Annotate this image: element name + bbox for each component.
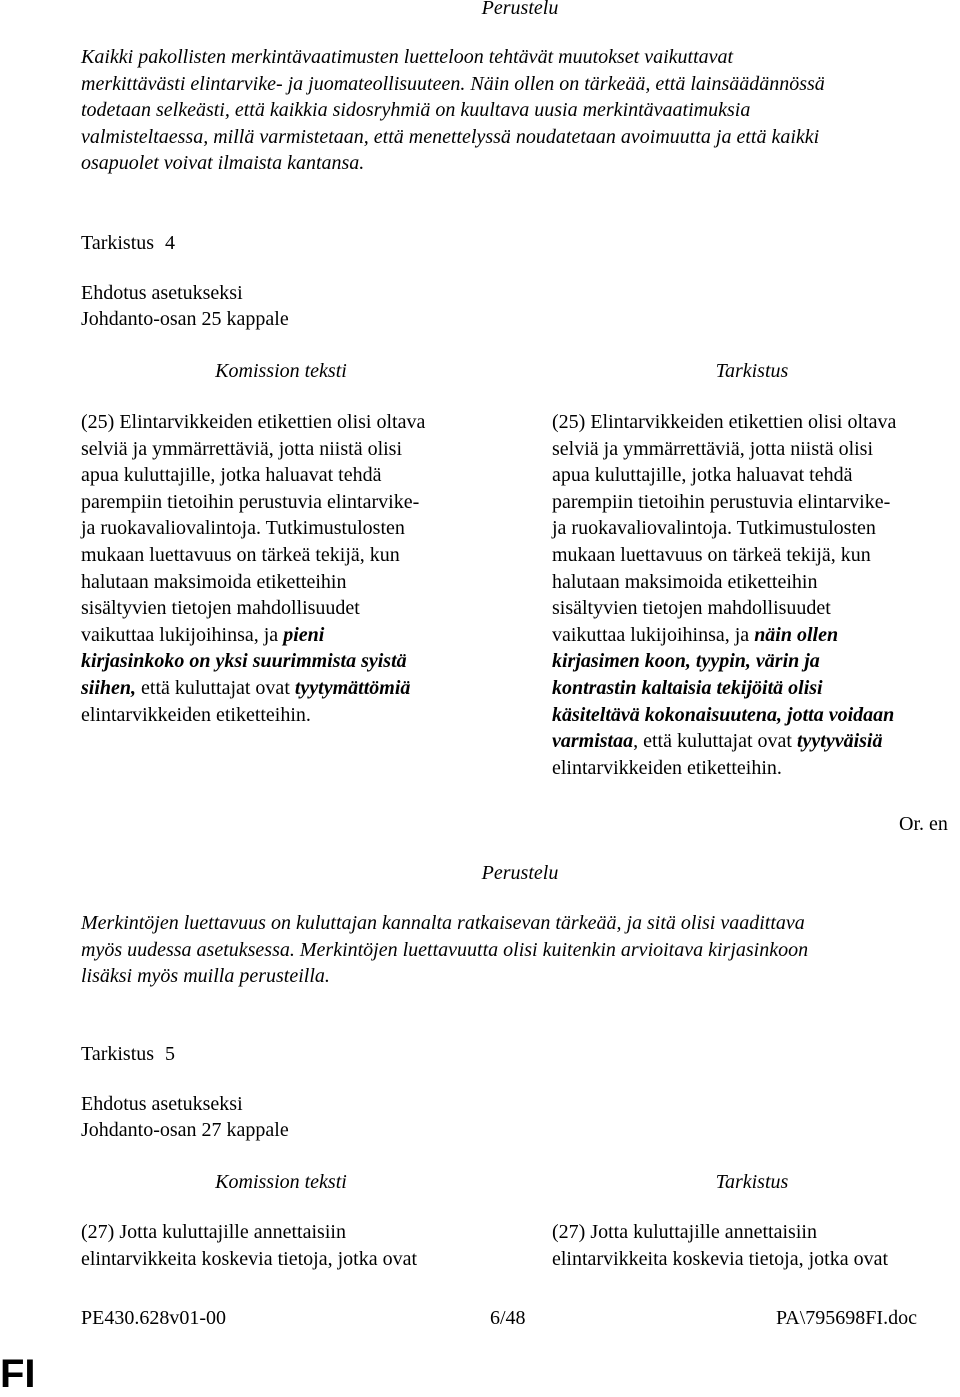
text-segment: elintarvikkeiden etiketteihin.: [81, 703, 311, 726]
text-line: osapuolet voivat ilmaista kantansa.: [81, 152, 365, 175]
footer-file-name: PA\795698FI.doc: [776, 1307, 917, 1329]
text-segment: vaikuttaa lukijoihinsa, ja: [552, 623, 755, 646]
text-line: [81, 436, 425, 463]
text-line: [81, 595, 425, 622]
text-line: [81, 1219, 417, 1246]
text-line: [81, 569, 425, 596]
text-line: myös uudessa asetuksessa. Merkintöjen luettavuutta olisi kuitenkin arvioitava kirjasinkoon: [81, 938, 809, 961]
text-segment: parempiin tietoihin perustuvia elintarvike-: [81, 490, 420, 513]
emphasized-text: pieni: [283, 623, 325, 646]
text-line: [81, 515, 425, 542]
amendment-4-number: 4: [165, 232, 176, 254]
text-line: [81, 702, 425, 729]
text-segment: (25) Elintarvikkeiden etikettien olisi oltava: [552, 411, 897, 433]
text-line: [81, 489, 425, 516]
amendment-4-amendment-text: [552, 409, 896, 781]
footer-doc-ref: PE430.628v01-00: [81, 1307, 226, 1329]
amendment-5-number: 5: [165, 1043, 176, 1065]
text-line: [81, 462, 425, 489]
text-segment: elintarvikkeiden etiketteihin.: [552, 756, 782, 779]
text-line: todetaan selkeästi, että kaikkia sidosryhmiä on kuultava uusia merkintävaatimuksia: [81, 99, 751, 122]
text-line: [81, 648, 425, 675]
text-line: [81, 409, 425, 436]
emphasized-text: kontrastin kaltaisia tekijöitä olisi: [552, 676, 823, 699]
amendment-4-proposal: Ehdotus asetukseksi: [81, 282, 243, 304]
text-line: [552, 1246, 888, 1273]
amendment-4-title-word: Tarkistus: [81, 232, 155, 254]
text-line: [552, 728, 896, 755]
text-segment: elintarvikkeita koskevia tietoja, jotka ovat: [552, 1247, 889, 1270]
text-line: [81, 1246, 417, 1273]
text-line: [552, 702, 896, 729]
text-line: [552, 489, 896, 516]
text-segment: apua kuluttajille, jotka haluavat tehdä: [81, 464, 382, 487]
emphasized-text: siihen,: [81, 676, 137, 699]
emphasized-text: kirjasinkoko on yksi suurimmista syistä: [81, 650, 407, 673]
footer-page-number: 6/48: [490, 1307, 526, 1329]
text-segment: ja ruokavaliovalintoja. Tutkimustulosten: [81, 517, 405, 540]
text-segment: (27) Jotta kuluttajille annettaisiin: [552, 1221, 817, 1243]
emphasized-text: tyytymättömiä: [294, 676, 411, 699]
text-segment: apua kuluttajille, jotka haluavat tehdä: [552, 464, 853, 487]
text-line: [552, 755, 896, 782]
perustelu-paragraph-2: [81, 910, 808, 990]
text-segment: mukaan luettavuus on tärkeä tekijä, kun: [81, 543, 400, 566]
amendment-5-commission-text: [81, 1219, 417, 1272]
text-segment: selviä ja ymmärrettäviä, jotta niistä olisi: [81, 437, 403, 460]
text-line: [552, 595, 896, 622]
text-line: [81, 622, 425, 649]
amendment-5-proposal: Ehdotus asetukseksi: [81, 1093, 243, 1115]
emphasized-text: tyytyväisiä: [796, 730, 883, 753]
text-segment: (27) Jotta kuluttajille annettaisiin: [81, 1221, 346, 1243]
text-segment: , että kuluttajat ovat: [633, 730, 797, 753]
text-segment: sisältyvien tietojen mahdollisuudet: [81, 597, 360, 620]
perustelu-heading-1: Perustelu: [481, 0, 559, 19]
amendment-4-col-head-commission: Komission teksti: [215, 360, 347, 382]
amendment-4-reference: Johdanto-osan 25 kappale: [81, 308, 289, 330]
amendment-5-title-word: Tarkistus: [81, 1043, 155, 1065]
text-line: [552, 648, 896, 675]
language-code: FI: [0, 1352, 36, 1396]
text-line: [552, 409, 896, 436]
text-line: [552, 436, 896, 463]
text-line: Merkintöjen luettavuus on kuluttajan kannalta ratkaisevan tärkeää, ja sitä olisi vaadittava: [81, 912, 805, 934]
amendment-4-commission-text: [81, 409, 425, 728]
text-segment: selviä ja ymmärrettäviä, jotta niistä olisi: [552, 437, 874, 460]
amendment-5-title: [81, 1041, 175, 1067]
amendment-4-col-head-amendment: Tarkistus: [715, 360, 789, 382]
text-line: [552, 515, 896, 542]
text-line: Kaikki pakollisten merkintävaatimusten luetteloon tehtävät muutokset vaikuttavat: [81, 46, 734, 68]
text-line: lisäksi myös muilla perusteilla.: [81, 965, 330, 988]
amendment-5-col-head-amendment: Tarkistus: [715, 1171, 789, 1193]
original-language: Or. en: [899, 813, 948, 835]
text-segment: parempiin tietoihin perustuvia elintarvike-: [552, 490, 891, 513]
text-line: [81, 675, 425, 702]
text-line: [552, 675, 896, 702]
text-segment: (25) Elintarvikkeiden etikettien olisi oltava: [81, 411, 426, 433]
amendment-5-amendment-text: [552, 1219, 888, 1272]
amendment-5-col-head-commission: Komission teksti: [215, 1171, 347, 1193]
emphasized-text: varmistaa: [552, 730, 634, 753]
text-line: [552, 569, 896, 596]
emphasized-text: käsiteltävä kokonaisuutena, jotta voidaan: [552, 703, 895, 726]
text-segment: sisältyvien tietojen mahdollisuudet: [552, 597, 831, 620]
amendment-5-reference: Johdanto-osan 27 kappale: [81, 1119, 289, 1141]
text-segment: vaikuttaa lukijoihinsa, ja: [81, 623, 284, 646]
text-segment: halutaan maksimoida etiketteihin: [552, 570, 818, 593]
emphasized-text: kirjasimen koon, tyypin, värin ja: [552, 650, 820, 673]
perustelu-paragraph-1: [81, 44, 825, 177]
text-line: [552, 542, 896, 569]
text-line: [552, 622, 896, 649]
text-segment: ja ruokavaliovalintoja. Tutkimustulosten: [552, 517, 876, 540]
text-segment: että kuluttajat ovat: [136, 676, 295, 699]
text-line: merkittävästi elintarvike- ja juomateollisuuteen. Näin ollen on tärkeää, että lainsäädännössä: [81, 72, 825, 95]
text-segment: halutaan maksimoida etiketteihin: [81, 570, 347, 593]
emphasized-text: näin ollen: [754, 623, 839, 646]
text-segment: elintarvikkeita koskevia tietoja, jotka ovat: [81, 1247, 418, 1270]
text-line: [81, 542, 425, 569]
text-line: valmisteltaessa, millä varmistetaan, että menettelyssä noudatetaan avoimuutta ja että kaikki: [81, 125, 820, 148]
perustelu-heading-2: Perustelu: [481, 862, 559, 884]
text-line: [552, 1219, 888, 1246]
text-segment: mukaan luettavuus on tärkeä tekijä, kun: [552, 543, 871, 566]
text-line: [552, 462, 896, 489]
amendment-4-title: [81, 230, 175, 256]
